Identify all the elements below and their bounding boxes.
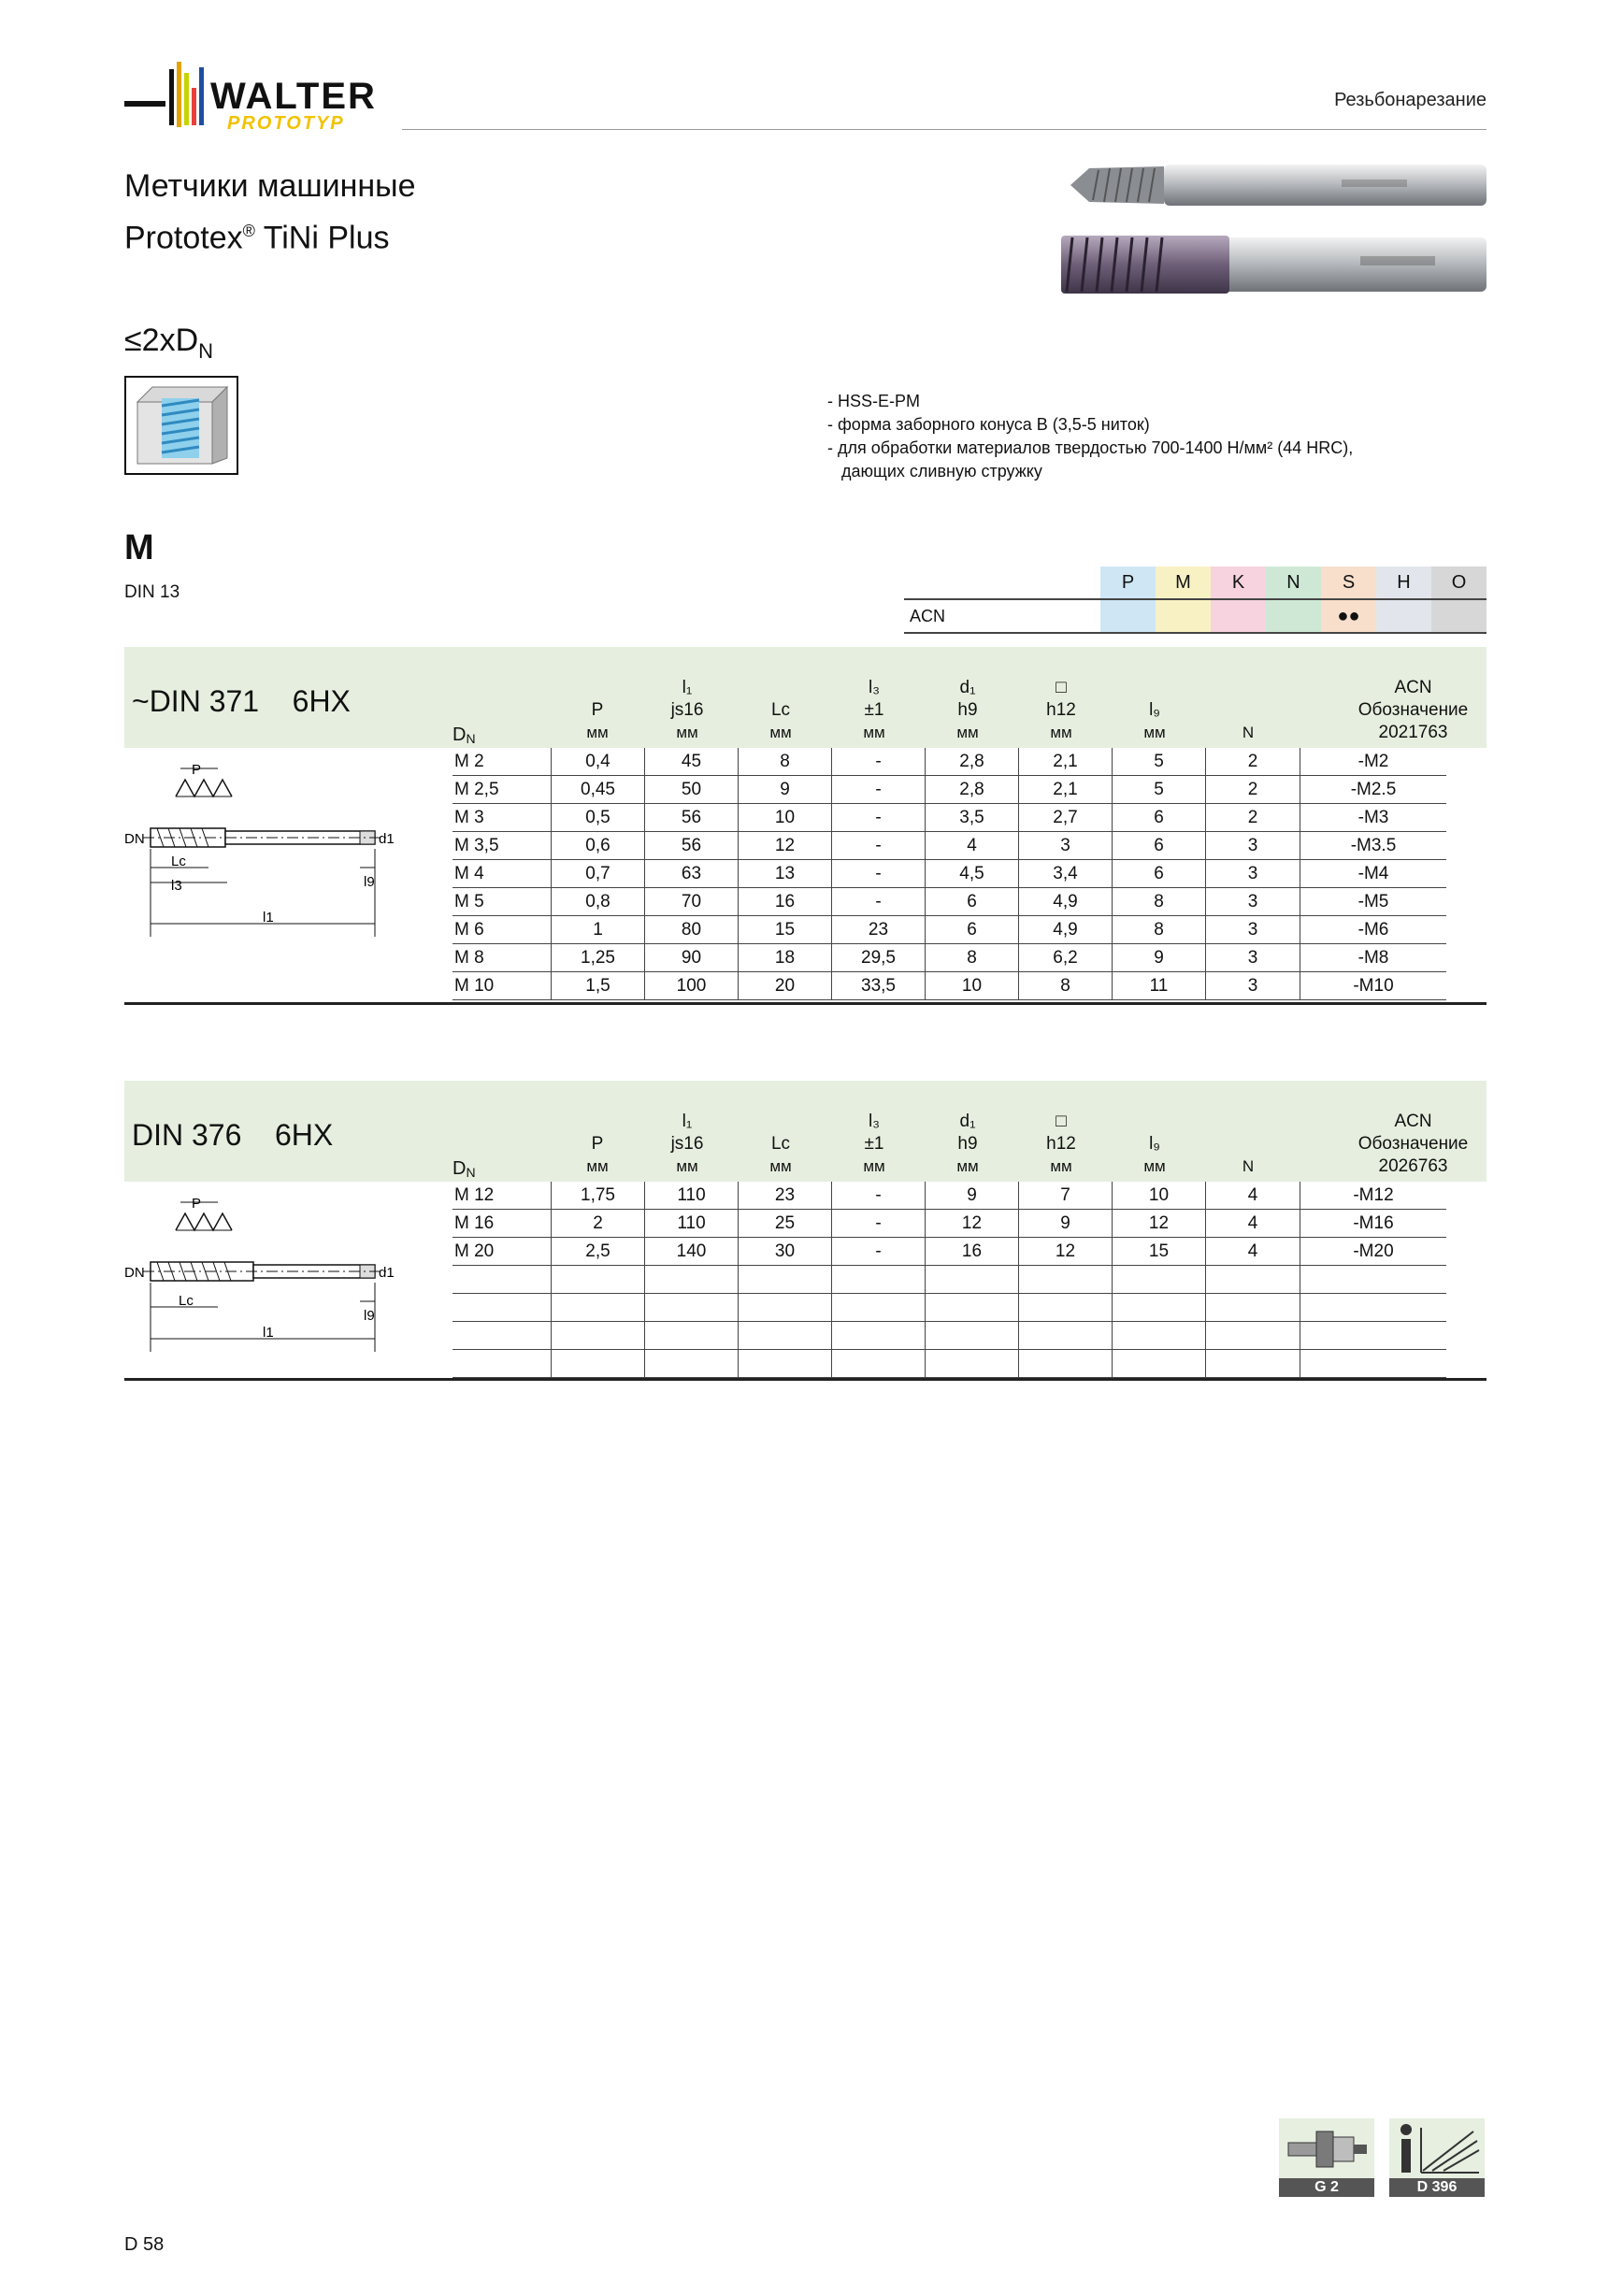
cell-value: 2,7 [1019,804,1113,831]
cell-value: 8 [926,944,1019,971]
cell-value: 12 [1113,1210,1206,1237]
cell-value: 25 [739,1210,832,1237]
cell-value: 12 [926,1210,1019,1237]
cell-value: 6 [926,888,1019,915]
cell-value: 3 [1247,835,1258,855]
cell-value: 18 [739,944,832,971]
table-row [452,944,1446,972]
cell-value [1019,1294,1113,1321]
cell-value [926,1294,1019,1321]
table-row [452,1238,1446,1266]
cell-value: 4,9 [1019,916,1113,943]
table-row [452,1182,1446,1210]
cell-value: 0,6 [552,832,645,859]
tap-dimension-drawing [124,1193,405,1370]
cell-value: 2 [1247,751,1258,771]
cell-value [926,1266,1019,1293]
col-header: N [1242,1157,1255,1175]
cell-acn-designation [1300,1266,1446,1293]
title-line-1: Метчики машинные [124,168,416,204]
svg-text:l3: l3 [171,878,182,894]
cell-value: 110 [645,1210,739,1237]
svg-text:Lc: Lc [179,1293,194,1309]
cell-value: 15 [739,916,832,943]
cell-value: - [832,1182,926,1209]
acn-suitability-o [1431,600,1487,632]
thread-type: M [124,528,154,567]
cell-value: 12 [739,832,832,859]
col-header: l₃ ±1 мм [863,1112,885,1175]
cell-thread-size: M 4 [452,860,552,887]
standard-title: ~DIN 371 6HX [132,684,351,718]
cell-value [739,1350,832,1377]
svg-text:l9: l9 [364,1308,375,1324]
svg-text:l9: l9 [364,874,375,890]
cell-value: 0,4 [552,748,645,775]
cell-value: 8 [1113,916,1206,943]
cell-thread-size: M 3 [452,804,552,831]
col-header: l₃ ±1 мм [863,678,885,741]
cell-acn-designation: -M3 [1300,804,1446,831]
cell-value: 23 [832,916,926,943]
table-bottom-rule [124,1378,1487,1381]
icon-tag: G 2 [1279,2178,1374,2197]
table-row [452,748,1446,776]
cell-value: 16 [926,1238,1019,1265]
cell-value: - [832,860,926,887]
cell-value: - [832,1210,926,1237]
cell-value [645,1322,739,1349]
cell-acn-designation: -M20 [1300,1238,1446,1265]
acn-suitability-h [1376,600,1431,632]
cell-value: 45 [645,748,739,775]
cell-value: 4 [1247,1241,1258,1261]
cell-value: 3,4 [1019,860,1113,887]
cell-value: - [832,804,926,831]
cell-value: 90 [645,944,739,971]
cell-acn-designation: -M5 [1300,888,1446,915]
tap-product-images [1061,151,1487,301]
page-title [124,164,416,260]
cell-value: 0,7 [552,860,645,887]
cell-value: 0,5 [552,804,645,831]
cell-value: 56 [645,804,739,831]
svg-text:Lc: Lc [171,854,186,869]
cell-value: 2 [1247,807,1258,827]
cell-thread-size: M 5 [452,888,552,915]
cell-value: 10 [926,972,1019,999]
cell-value: 10 [739,804,832,831]
acn-suitability-n [1266,600,1321,632]
col-header: d₁ h9 мм [956,678,979,741]
data-grid [452,748,1446,1000]
cell-value: 3 [1247,863,1258,883]
cell-value: 4,9 [1019,888,1113,915]
col-header-acn: ACN Обозначение 2021763 [1357,678,1469,742]
cell-value: 2 [552,1210,645,1237]
cell-value: 4 [1247,1213,1258,1233]
svg-text:d1: d1 [379,831,395,847]
col-header: □ h12 мм [1046,678,1076,741]
cell-value: 140 [645,1238,739,1265]
cell-value: 0,8 [552,888,645,915]
cell-acn-designation: -M6 [1300,916,1446,943]
cell-value: 1,25 [552,944,645,971]
cell-value [1113,1350,1206,1377]
cell-thread-size: M 2,5 [452,776,552,803]
tool-holder-reference-icon[interactable] [1279,2118,1374,2197]
cell-value [552,1294,645,1321]
cell-thread-size: M 20 [452,1238,552,1265]
feature-item: дающих сливную стружку [827,462,1042,481]
cell-value: 50 [645,776,739,803]
blind-hole-icon [124,376,238,475]
material-group-n: N [1266,567,1321,598]
cell-value [1206,1266,1300,1293]
cell-value: 9 [739,776,832,803]
material-acn-row [904,598,1487,634]
table-row [452,1210,1446,1238]
col-header: d₁ h9 мм [956,1112,979,1175]
cell-thread-size [452,1266,552,1293]
cell-value [1113,1266,1206,1293]
table-row [452,916,1446,944]
cell-thread-size [452,1294,552,1321]
cell-value: 33,5 [832,972,926,999]
cell-value: 12 [1019,1238,1113,1265]
cell-thread-size: M 2 [452,748,552,775]
svg-text:DN: DN [124,831,145,847]
material-group-m: M [1156,567,1211,598]
cell-value: 0,45 [552,776,645,803]
cell-value: 6 [1113,804,1206,831]
cell-value [739,1294,832,1321]
svg-text:l1: l1 [263,1325,274,1341]
cell-value: - [832,832,926,859]
cell-value: 110 [645,1182,739,1209]
svg-text:DN: DN [124,1265,145,1281]
icon-tag: D 396 [1389,2178,1485,2197]
cell-value: 23 [739,1182,832,1209]
cell-value: 70 [645,888,739,915]
cell-value [552,1266,645,1293]
material-group-k: K [1211,567,1266,598]
cell-value: 6 [926,916,1019,943]
svg-text:l1: l1 [263,910,274,926]
acn-suitability-s: ●● [1321,600,1376,632]
material-group-table [904,567,1487,634]
svg-text:WALTER: WALTER [210,76,377,117]
cell-value: 56 [645,832,739,859]
cell-thread-size: M 8 [452,944,552,971]
col-header-acn: ACN Обозначение 2026763 [1357,1112,1469,1176]
col-header: l₉ мм [1143,700,1166,741]
cell-value: 7 [1019,1182,1113,1209]
data-grid [452,1182,1446,1378]
cell-value: 6 [1113,860,1206,887]
cell-value: 100 [645,972,739,999]
cell-acn-designation: -M2 [1300,748,1446,775]
cell-acn-designation: -M8 [1300,944,1446,971]
cell-value: - [832,776,926,803]
cell-value: 2,8 [926,776,1019,803]
table-bottom-rule [124,1002,1487,1005]
cell-acn-designation [1300,1350,1446,1377]
table-row [452,888,1446,916]
cell-value [645,1350,739,1377]
cell-value: 1 [552,916,645,943]
cell-value: 16 [739,888,832,915]
feature-list [827,390,1353,483]
cell-value: 80 [645,916,739,943]
cell-thread-size: M 12 [452,1182,552,1209]
col-header: l₁ js16 мм [670,678,704,741]
cell-value: - [832,748,926,775]
cell-value: 9 [1019,1210,1113,1237]
product-table-din371 [124,647,1487,1004]
svg-text:P: P [192,762,202,778]
cell-acn-designation: -M2.5 [1300,776,1446,803]
table-row [452,804,1446,832]
col-header-dn: D N [452,1158,476,1180]
cell-acn-designation [1300,1294,1446,1321]
thread-standard: DIN 13 [124,582,180,602]
cell-value: 1,75 [552,1182,645,1209]
table-row [452,1294,1446,1322]
material-group-p: P [1100,567,1156,598]
cell-value: 5 [1113,776,1206,803]
cell-thread-size: M 10 [452,972,552,999]
cell-thread-size: M 6 [452,916,552,943]
title-line-2: Prototex® TiNi Plus [124,220,390,256]
cell-value: 2,5 [552,1238,645,1265]
cell-value: 4,5 [926,860,1019,887]
cell-value [645,1266,739,1293]
material-group-o: O [1431,567,1487,598]
cell-value: 63 [645,860,739,887]
cell-value: 10 [1113,1182,1206,1209]
col-header: P мм [586,700,609,741]
depth-ratio-label: $\le 2xD_N$ [124,323,214,363]
cell-value [552,1322,645,1349]
cell-acn-designation: -M16 [1300,1210,1446,1237]
cell-value: - [832,1238,926,1265]
cell-value: 11 [1113,972,1206,999]
cell-value [926,1322,1019,1349]
info-chart-reference-icon[interactable] [1389,2118,1485,2197]
col-header: Lc мм [769,700,792,741]
cell-value [1019,1322,1113,1349]
cell-value: 30 [739,1238,832,1265]
cell-value [552,1350,645,1377]
feature-item: - для обработки материалов твердостью 700-1400 Н/мм² (44 HRC), [827,438,1354,457]
cell-value: 3 [1247,947,1258,968]
cell-value [832,1266,926,1293]
table-row [452,832,1446,860]
cell-value: 8 [1019,972,1113,999]
cell-value [1206,1294,1300,1321]
cell-value: 9 [926,1182,1019,1209]
cell-acn-designation: -M3.5 [1300,832,1446,859]
cell-value [645,1294,739,1321]
cell-value: 20 [739,972,832,999]
acn-suitability-p [1100,600,1156,632]
cell-value [1113,1294,1206,1321]
acn-row-label: ACN [910,606,946,625]
cell-value: 13 [739,860,832,887]
walter-prototyp-logo [124,60,405,135]
cell-value [1019,1350,1113,1377]
cell-value: 6,2 [1019,944,1113,971]
cell-value [739,1266,832,1293]
cell-thread-size [452,1350,552,1377]
table-row [452,1322,1446,1350]
cell-value: 3 [1247,975,1258,996]
col-header: N [1242,724,1255,741]
cell-value: 1,5 [552,972,645,999]
material-group-s: S [1321,567,1376,598]
cell-value [832,1294,926,1321]
cell-value: 9 [1113,944,1206,971]
page-number: D 58 [124,2234,165,2255]
cell-value: 2 [1247,779,1258,799]
cell-thread-size: M 3,5 [452,832,552,859]
cell-acn-designation: -M10 [1300,972,1446,999]
table-row [452,776,1446,804]
col-header: l₉ мм [1143,1134,1166,1175]
col-header: Lc мм [769,1134,792,1175]
cell-value: - [832,888,926,915]
cell-value: 4 [926,832,1019,859]
cell-value: 2,8 [926,748,1019,775]
svg-text:PROTOTYP: PROTOTYP [227,113,345,134]
feature-item: - форма заборного конуса B (3,5-5 ниток) [827,415,1150,434]
product-table-din376 [124,1081,1487,1382]
table-row [452,860,1446,888]
cell-value: 3,5 [926,804,1019,831]
cell-value: 29,5 [832,944,926,971]
svg-text:d1: d1 [379,1265,395,1281]
cell-value [1113,1322,1206,1349]
material-group-h: H [1376,567,1431,598]
cell-value: 3 [1019,832,1113,859]
svg-text:P: P [192,1196,202,1212]
cell-value: 2,1 [1019,776,1113,803]
header-divider [402,129,1487,130]
tap-dimension-drawing [124,759,405,955]
col-header: □ h12 мм [1046,1112,1076,1175]
cell-value: 6 [1113,832,1206,859]
feature-item: - HSS-E-PM [827,392,920,410]
cell-value [739,1322,832,1349]
col-header: l₁ js16 мм [670,1112,704,1175]
table-row [452,1350,1446,1378]
cell-value [1206,1350,1300,1377]
cell-value [1019,1266,1113,1293]
cell-value: 15 [1113,1238,1206,1265]
table-row [452,1266,1446,1294]
cell-thread-size: M 16 [452,1210,552,1237]
cell-value: 8 [1113,888,1206,915]
section-name: Резьбонарезание [1334,90,1487,110]
col-header-dn: D N [452,725,476,746]
cell-acn-designation: -M4 [1300,860,1446,887]
material-group-header [904,567,1487,598]
acn-suitability-m [1156,600,1211,632]
cell-acn-designation [1300,1322,1446,1349]
cell-value [832,1322,926,1349]
cell-value: 5 [1113,748,1206,775]
cell-acn-designation: -M12 [1300,1182,1446,1209]
cell-value: 4 [1247,1184,1258,1205]
cell-value: 3 [1247,919,1258,940]
cell-value [1206,1322,1300,1349]
cell-value: 3 [1247,891,1258,911]
cell-value: 2,1 [1019,748,1113,775]
cell-value [832,1350,926,1377]
acn-suitability-k [1211,600,1266,632]
cell-value [926,1350,1019,1377]
cell-thread-size [452,1322,552,1349]
table-row [452,972,1446,1000]
cell-value: 8 [739,748,832,775]
standard-title: DIN 376 6HX [132,1118,334,1152]
col-header: P мм [586,1134,609,1175]
